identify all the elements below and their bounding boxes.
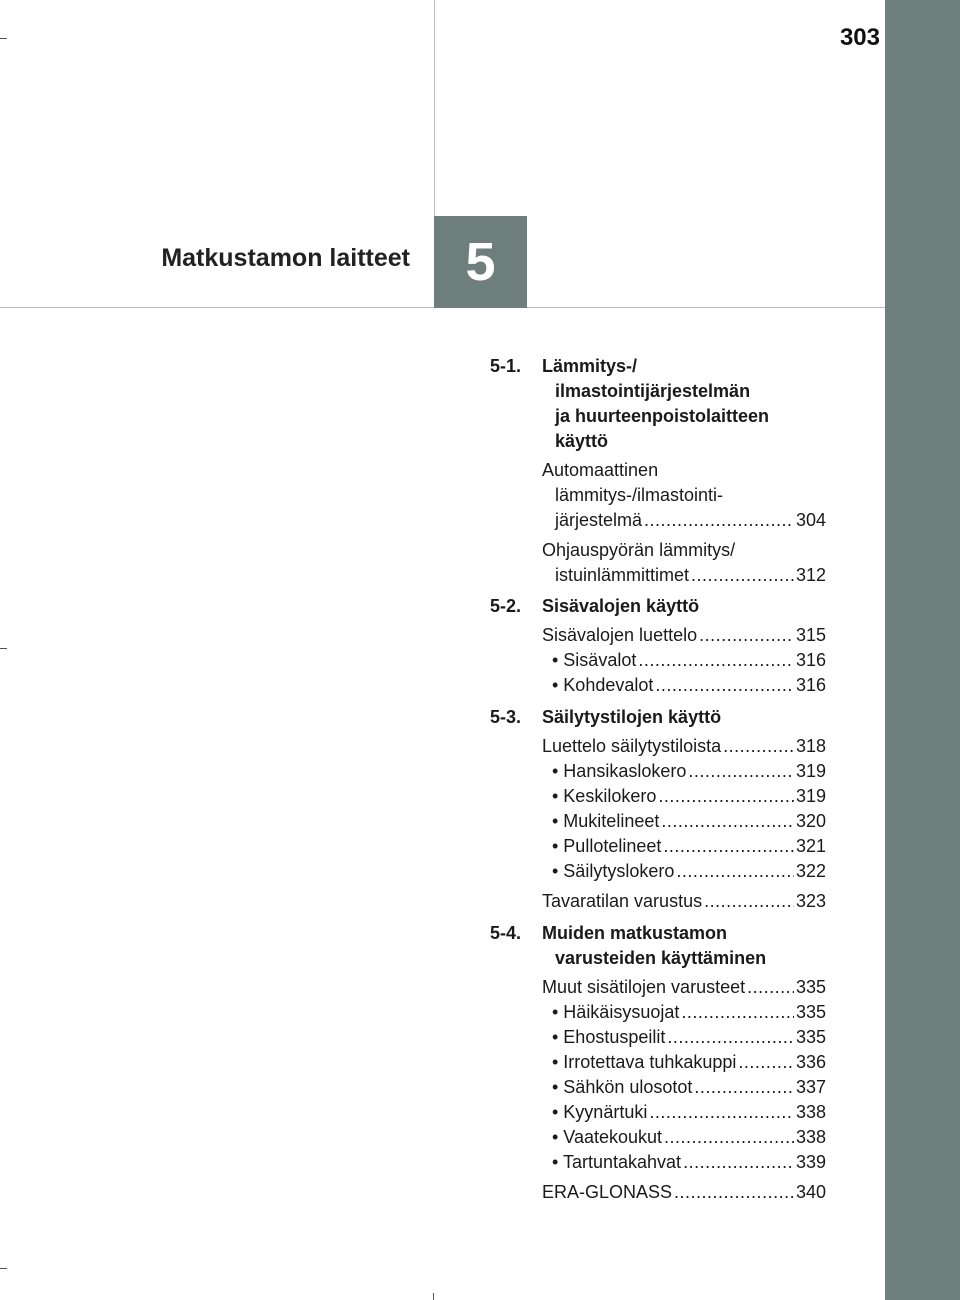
toc-subentry[interactable]: • Keskilokero ..... 319 [542,784,826,809]
page-ref: 315 [795,625,826,645]
toc-subentry[interactable]: • Pullotelineet ..... 321 [542,834,826,859]
page-ref: 335 [795,1027,826,1047]
page-ref: 338 [795,1102,826,1122]
toc-entry[interactable]: Muut sisätilojen varusteet ..... 335 • Häikäisysuojat ..... 335 • Ehostuspeilit ..... 335 • Irrotettava tuhkakuppi ..... 336 • Sähkön ulosotot ..... 337 • Kyynärtuki ..... 338 • Vaatekoukut ..... 338 • Tartuntakahvat ..... 339 [542,975,826,1175]
toc-subentry[interactable]: • Säilytyslokero ..... 322 [542,859,826,884]
page-ref: 318 [795,736,826,756]
page-ref: 335 [795,977,826,997]
toc-subentry[interactable]: • Häikäisysuojat ..... 335 [542,1000,826,1025]
toc-subentry[interactable]: • Kohdevalot ..... 316 [542,673,826,698]
toc-entry[interactable]: Sisävalojen luettelo ..... 315 • Sisävalot ..... 316 • Kohdevalot ..... 316 [542,623,826,698]
crop-mark [0,648,7,649]
page-ref: 319 [795,761,826,781]
chapter-number: 5 [434,216,527,308]
page-number: 303 [839,24,880,51]
toc-subentry[interactable]: • Vaatekoukut ..... 338 [542,1125,826,1150]
page-ref: 312 [795,565,826,585]
chapter-sidebar [885,0,960,1300]
section-number: 5-3. [490,707,522,727]
page-ref: 316 [795,650,826,670]
toc-subentry[interactable]: • Sisävalot ..... 316 [542,648,826,673]
page-ref: 323 [795,891,826,911]
section-title: Säilytystilojen käyttö [542,707,722,727]
page-ref: 338 [795,1127,826,1147]
toc-subentry[interactable]: • Kyynärtuki ..... 338 [542,1100,826,1125]
section-number: 5-2. [490,596,522,616]
section-title: Sisävalojen käyttö [542,596,700,616]
section-number: 5-4. [490,923,522,943]
section-number: 5-1. [490,356,522,376]
section-title: Muiden matkustamon varusteiden käyttäminen [542,923,767,968]
page-ref: 340 [795,1182,826,1202]
page-ref: 337 [795,1077,826,1097]
page-ref: 322 [795,861,826,881]
toc-entry[interactable]: ERA-GLONASS ..... 340 [542,1180,826,1205]
page-ref: 336 [795,1052,826,1072]
toc-subentry[interactable]: • Tartuntakahvat ..... 339 [542,1150,826,1175]
page-ref: 316 [795,675,826,695]
page-ref: 304 [795,510,826,530]
page-ref: 339 [795,1152,826,1172]
chapter-title: Matkustamon laitteet [161,244,410,272]
crop-mark [0,38,7,39]
toc-entry[interactable]: Tavaratilan varustus ..... 323 [542,889,826,914]
toc-subentry[interactable]: • Mukitelineet ..... 320 [542,809,826,834]
toc-entry[interactable]: Ohjauspyörän lämmitys/ istuinlämmittimet ..... 312 [542,538,826,588]
page-ref: 320 [795,811,826,831]
toc-subentry[interactable]: • Ehostuspeilit ..... 335 [542,1025,826,1050]
toc-entry[interactable]: Luettelo säilytystiloista ..... 318 • Hansikaslokero ..... 319 • Keskilokero ..... 319 • Mukitelineet ..... 320 • Pullotelineet ..... 321 • Säilytyslokero ..... 322 [542,734,826,884]
crop-mark [433,1293,434,1300]
toc-entry[interactable]: Automaattinen lämmitys-/ilmastointi- järjestelmä ..... 304 [542,458,826,533]
section-title: Lämmitys-/ ilmastointijärjestelmän ja huurteenpoistolaitteen käyttö [542,356,770,451]
page-ref: 321 [795,836,826,856]
page-ref: 335 [795,1002,826,1022]
crop-mark [0,1268,7,1269]
toc-subentry[interactable]: • Irrotettava tuhkakuppi ..... 336 [542,1050,826,1075]
page-ref: 319 [795,786,826,806]
toc-subentry[interactable]: • Sähkön ulosotot ..... 337 [542,1075,826,1100]
toc-subentry[interactable]: • Hansikaslokero ..... 319 [542,759,826,784]
